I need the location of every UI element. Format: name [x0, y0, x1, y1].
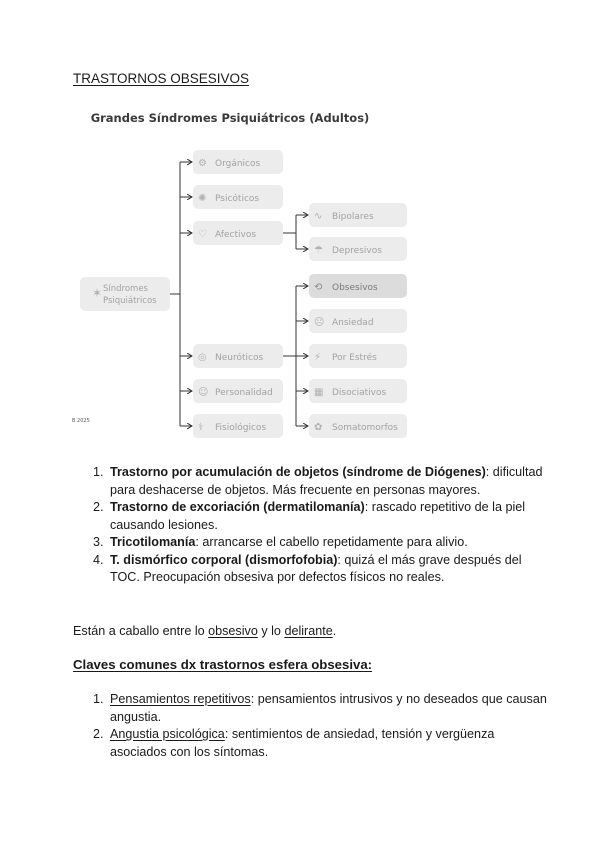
- node-obsesivos: [309, 274, 407, 298]
- keys-list: [89, 691, 547, 761]
- neurotic-icon: ◎: [198, 352, 207, 363]
- svg-text:Disociativos: Disociativos: [332, 388, 387, 398]
- node-disociativos: [309, 379, 407, 403]
- personality-icon: ☺: [198, 387, 209, 398]
- svg-text:Fisiológicos: Fisiológicos: [215, 423, 267, 433]
- node-organicos: [193, 150, 283, 174]
- list-item: 2. Trastorno de excoriación (dermatilomanía): rascado repetitivo de la piel causando lesiones.: [107, 499, 547, 534]
- svg-text:Bipolares: Bipolares: [332, 212, 374, 222]
- list-item: 2. Angustia psicológica: sentimientos de ansiedad, tensión y vergüenza asociados con los síntomas.: [107, 726, 547, 761]
- depression-icon: ☂: [314, 245, 323, 256]
- heart-icon: ♡: [198, 229, 207, 240]
- stress-icon: ⚡: [314, 352, 322, 363]
- physiology-icon: ⚕: [198, 422, 204, 433]
- node-por-estres: [309, 344, 407, 368]
- list-item: 1. Trastorno por acumulación de objetos (síndrome de Diógenes): dificultad para deshacerse de objetos. Más frecuente en personas mayores.: [107, 464, 547, 499]
- disorders-list: [89, 464, 547, 587]
- obsesivo-link[interactable]: obsesivo: [208, 624, 258, 638]
- term-link[interactable]: Pensamientos repetitivos: [110, 692, 251, 706]
- diagram-small-mark: B 2025: [72, 418, 90, 424]
- svg-text:Psiquiátricos: Psiquiátricos: [103, 296, 157, 306]
- somatic-icon: ✿: [314, 422, 323, 433]
- svg-text:Somatomorfos: Somatomorfos: [332, 423, 398, 433]
- list-item: 4. T. dismórfico corporal (dismorfofobia): quizá el más grave después del TOC. Preocupación obsesiva por defectos físicos no reales.: [107, 552, 547, 587]
- node-personalidad: [193, 379, 283, 403]
- list-item: 1. Pensamientos repetitivos: pensamientos intrusivos y no deseados que causan angustia.: [107, 691, 547, 726]
- anxiety-icon: ☹: [314, 317, 325, 328]
- svg-text:Ansiedad: Ansiedad: [332, 318, 374, 328]
- diagram-root-node: [80, 277, 170, 311]
- svg-text:Obsesivos: Obsesivos: [332, 283, 378, 293]
- page-title: TRASTORNOS OBSESIVOS: [73, 71, 250, 86]
- node-ansiedad: [309, 309, 407, 333]
- node-psicoticos: [193, 185, 283, 209]
- note-paragraph: Están a caballo entre lo obsesivo y lo delirante.: [73, 624, 337, 638]
- node-afectivos: [193, 221, 283, 245]
- node-depresivos: [309, 237, 407, 261]
- brain-icon: ⚙: [198, 158, 207, 169]
- psychotic-icon: ✺: [198, 193, 207, 204]
- svg-text:Síndromes: Síndromes: [103, 284, 148, 294]
- svg-text:Neuróticos: Neuróticos: [215, 353, 264, 363]
- svg-text:Orgánicos: Orgánicos: [215, 159, 261, 169]
- diagram-svg: [70, 100, 420, 445]
- node-somatomorfos: [309, 414, 407, 438]
- svg-text:Personalidad: Personalidad: [215, 388, 273, 398]
- list-item: 3. Tricotilomanía: arrancarse el cabello repetidamente para alivio.: [107, 534, 547, 552]
- diagram-title: Grandes Síndromes Psiquiátricos (Adultos): [90, 111, 370, 125]
- svg-text:Por Estrés: Por Estrés: [332, 353, 377, 363]
- term-link[interactable]: Angustia psicológica: [110, 727, 225, 741]
- pulse-icon: ∿: [314, 211, 323, 222]
- section-subtitle: Claves comunes dx trastornos esfera obsesiva:: [73, 657, 373, 672]
- svg-text:Afectivos: Afectivos: [215, 230, 257, 240]
- node-fisiologicos: [193, 414, 283, 438]
- node-neuroticos: [193, 344, 283, 368]
- delirante-link[interactable]: delirante: [284, 624, 333, 638]
- syndromes-diagram: [70, 100, 420, 450]
- svg-text:Depresivos: Depresivos: [332, 246, 382, 256]
- obsessive-icon: ⟲: [314, 282, 323, 293]
- svg-text:Psicóticos: Psicóticos: [215, 194, 260, 204]
- node-bipolares: [309, 203, 407, 227]
- dissociative-icon: ▦: [314, 387, 324, 398]
- svg-text:✶: ✶: [92, 286, 103, 300]
